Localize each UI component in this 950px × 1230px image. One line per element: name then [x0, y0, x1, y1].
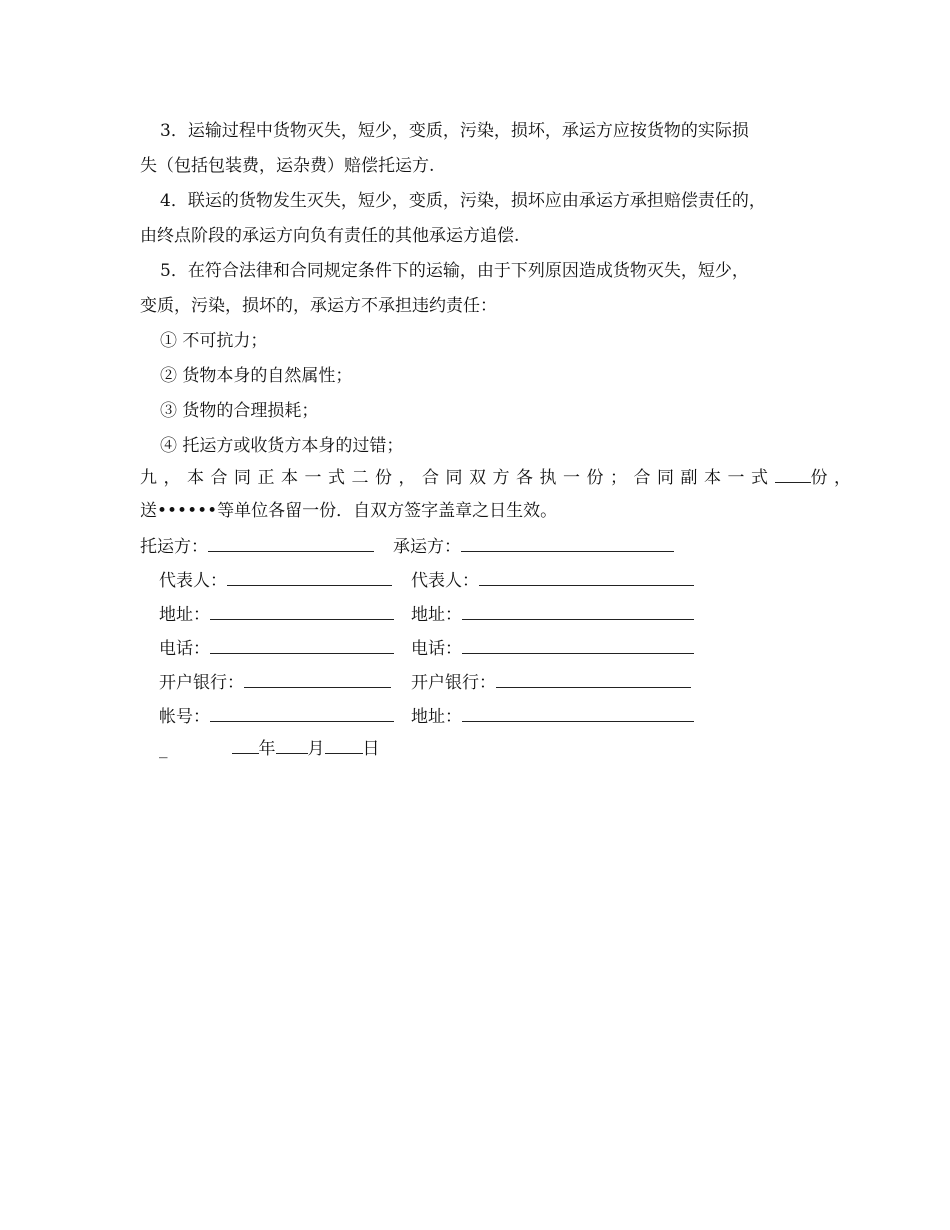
account-row: [159, 704, 394, 729]
rep-left-row: [159, 568, 392, 593]
bank-left-label: 开户银行：: [159, 673, 244, 693]
addr2-right-label: 地址：: [411, 707, 462, 727]
clause-4-line-2: 由终点阶段的承运方向负有责任的其他承运方追偿.: [140, 226, 520, 246]
addr-left-field[interactable]: [210, 602, 394, 620]
account-label: 帐号：: [159, 707, 210, 727]
list-item-force-majeure: ① 不可抗力；: [160, 331, 268, 351]
addr-left-row: [159, 602, 394, 627]
addr-right-row: [411, 602, 694, 627]
day-field[interactable]: [325, 736, 363, 754]
carrier-row: [393, 534, 674, 559]
addr-right-label: 地址：: [411, 605, 462, 625]
month-field[interactable]: [276, 736, 308, 754]
addr2-right-row: [411, 704, 694, 729]
section-9-text-a: 九，本合同正本一式二份，合同双方各执一份；合同副本一式: [140, 468, 775, 488]
phone-right-label: 电话：: [411, 639, 462, 659]
shipper-field[interactable]: [208, 534, 374, 552]
clause-3-line-1: 3．运输过程中货物灭失，短少，变质，污染，损坏，承运方应按货物的实际损: [160, 121, 749, 141]
bank-right-label: 开户银行：: [411, 673, 496, 693]
addr2-right-field[interactable]: [462, 704, 694, 722]
rep-right-field[interactable]: [479, 568, 694, 586]
carrier-label: 承运方：: [393, 537, 461, 557]
rep-right-label: 代表人：: [411, 571, 479, 591]
phone-left-field[interactable]: [210, 636, 394, 654]
clause-5-line-1: 5．在符合法律和合同规定条件下的运输，由于下列原因造成货物灭失，短少，: [160, 261, 749, 281]
day-label: 日: [362, 739, 380, 759]
section-9-line-1: [140, 464, 858, 490]
shipper-row: [140, 534, 374, 559]
list-item-reasonable-loss: ③ 货物的合理损耗；: [160, 401, 319, 421]
month-label: 月: [307, 739, 325, 759]
rep-left-field[interactable]: [227, 568, 392, 586]
bank-left-row: [159, 670, 391, 695]
clause-5-line-2: 变质，污染，损坏的，承运方不承担违约责任：: [140, 296, 497, 316]
date-row: [159, 736, 380, 761]
list-item-natural-property: ② 货物本身的自然属性；: [160, 366, 353, 386]
phone-right-field[interactable]: [462, 636, 694, 654]
section-9-text-b: 份，: [810, 468, 858, 488]
carrier-field[interactable]: [461, 534, 674, 552]
rep-left-label: 代表人：: [159, 571, 227, 591]
section-9-line-2: 送••••••等单位各留一份．自双方签字盖章之日生效。: [140, 501, 558, 521]
date-prefix: _: [159, 739, 168, 759]
year-label: 年: [258, 739, 276, 759]
copies-blank[interactable]: [775, 464, 811, 483]
clause-3-line-2: 失（包括包装费，运杂费）赔偿托运方.: [140, 156, 435, 176]
list-item-party-fault: ④ 托运方或收货方本身的过错；: [160, 436, 404, 456]
year-field[interactable]: [232, 736, 259, 754]
bank-left-field[interactable]: [244, 670, 391, 688]
addr-left-label: 地址：: [159, 605, 210, 625]
bank-right-field[interactable]: [496, 670, 691, 688]
phone-right-row: [411, 636, 694, 661]
account-field[interactable]: [210, 704, 394, 722]
rep-right-row: [411, 568, 694, 593]
phone-left-label: 电话：: [159, 639, 210, 659]
clause-4-line-1: 4．联运的货物发生灭失，短少，变质，污染，损坏应由承运方承担赔偿责任的，: [160, 191, 766, 211]
shipper-label: 托运方：: [140, 537, 208, 557]
bank-right-row: [411, 670, 691, 695]
phone-left-row: [159, 636, 394, 661]
addr-right-field[interactable]: [462, 602, 694, 620]
